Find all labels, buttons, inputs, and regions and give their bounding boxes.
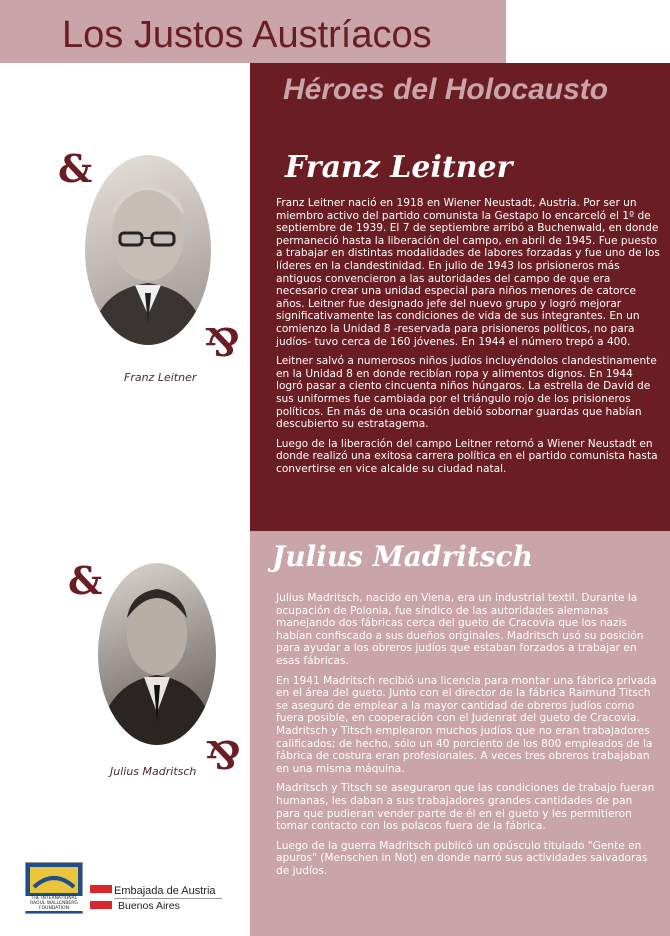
embassy-divider bbox=[114, 898, 222, 899]
portrait-julius-madritsch bbox=[98, 563, 216, 745]
page-subtitle: Héroes del Holocausto bbox=[283, 73, 609, 106]
section2-bio bbox=[276, 592, 658, 884]
ampersand-ornament-icon: & bbox=[206, 732, 241, 777]
bio1-paragraph-1: Franz Leitner nació en 1918 en Wiener Neustadt, Austria. Por ser un miembro activo del partido comunista la Gestapo lo encarceló el 1º de septiembre de 1939. El 7 de septiembre arribó a Buchenwald, en donde permaneció hasta la liberación del campo, en abril de 1945. Fue puesto a trabajar en distintas modalidades de labores forzadas y fue uno de los líderes en la clandestinidad. En julio de 1943 los prisioneros más antiguos convencieron a las autoridades del campo de que era necesario crear una unidad especial para niños menores de catorce años. Leitner fue designado jefe del nuevo grupo y logró mejorar significativamente las condiciones de vida de sus integrantes. En un comienzo la Unidad 8 -reservada para prisioneros políticos, no para judíos- tuvo cerca de 160 jóvenes. En 1944 el número trepó a 400. bbox=[276, 197, 660, 348]
caption-julius-madritsch: Julius Madritsch bbox=[110, 765, 197, 778]
wallenberg-logo-text: THE INTERNATIONAL RAOUL WALLENBERG FOUNDATION bbox=[25, 896, 83, 911]
bio1-paragraph-3: Luego de la liberación del campo Leitner retornó a Wiener Neustadt en donde realizó una exitosa carrera política en el partido comunista hasta convertirse en vice alcalde su ciudad natal. bbox=[276, 437, 658, 475]
ampersand-ornament-icon: & bbox=[205, 319, 240, 364]
embassy-city: Buenos Aires bbox=[118, 900, 180, 912]
bio2-paragraph-4: Luego de la guerra Madritsch publicó un opúsculo titulado "Gente en apuros" (Menschen in Not) en donde narró sus actividades salvadoras de judíos. bbox=[276, 839, 648, 877]
portrait-franz-leitner bbox=[85, 155, 211, 345]
section1-bio bbox=[276, 197, 662, 482]
bio1-paragraph-2: Leitner salvó a numerosos niños judíos incluyéndolos clandestinamente en la Unidad 8 en donde recibían ropa y alimentos dignos. En 1944 logró pasar a ciento cincuenta niños húngaros. La estrella de David de sus uniformes fue cambiada por el triángulo rojo de los prisioneros políticos. En más de una ocasión debió sobornar guardas que habían descubierto su estratagema. bbox=[276, 355, 657, 431]
ampersand-ornament-icon: & bbox=[58, 146, 93, 191]
section2-heading: Julius Madritsch bbox=[272, 540, 533, 573]
ampersand-ornament-icon: & bbox=[68, 558, 103, 603]
bio2-paragraph-3: Madritsch y Titsch se aseguraron que las condiciones de trabajo fueran humanas, les daban a sus trabajadores grandes cantidades de pan para que pudieran vender parte de él en el gueto y les permitieron tomar contacto con los polacos fuera de la fábrica. bbox=[276, 782, 655, 833]
embassy-name: Embajada de Austria bbox=[114, 885, 216, 897]
bio2-paragraph-2: En 1941 Madritsch recibió una licencia para montar una fábrica privada en el área del gueto. Junto con el director de la fábrica Raimund Titsch se aseguró de emplear a la mayor cantidad de obreros judíos como fuera posible, en cooperación con el Judenrat del gueto de Cracovia. Madritsch y Titsch emplearon muchos judíos que no eran trabajadores calificados; de hecho, sólo un 40 porciento de los 800 empleados de la fábrica de costura eran profesionales. A veces tres obreros trabajaban en una misma máquina. bbox=[276, 674, 657, 775]
bio2-paragraph-1: Julius Madritsch, nacido en Viena, era un industrial textil. Durante la ocupación de Polonia, fue síndico de las autoridades alemanas manejando dos fábricas cerca del gueto de Cracovia que los nazis habían confiscado a sus dueños originales. Madritsch usó su posición para ayudar a los obreros judíos que estaban forzados a trabajar en esas fábricas. bbox=[276, 592, 644, 667]
section1-heading: Franz Leitner bbox=[285, 150, 513, 185]
page-title: Los Justos Austríacos bbox=[62, 14, 432, 56]
top-right-blank bbox=[506, 0, 670, 63]
caption-franz-leitner: Franz Leitner bbox=[124, 371, 197, 384]
austrian-flag-icon bbox=[90, 885, 112, 909]
